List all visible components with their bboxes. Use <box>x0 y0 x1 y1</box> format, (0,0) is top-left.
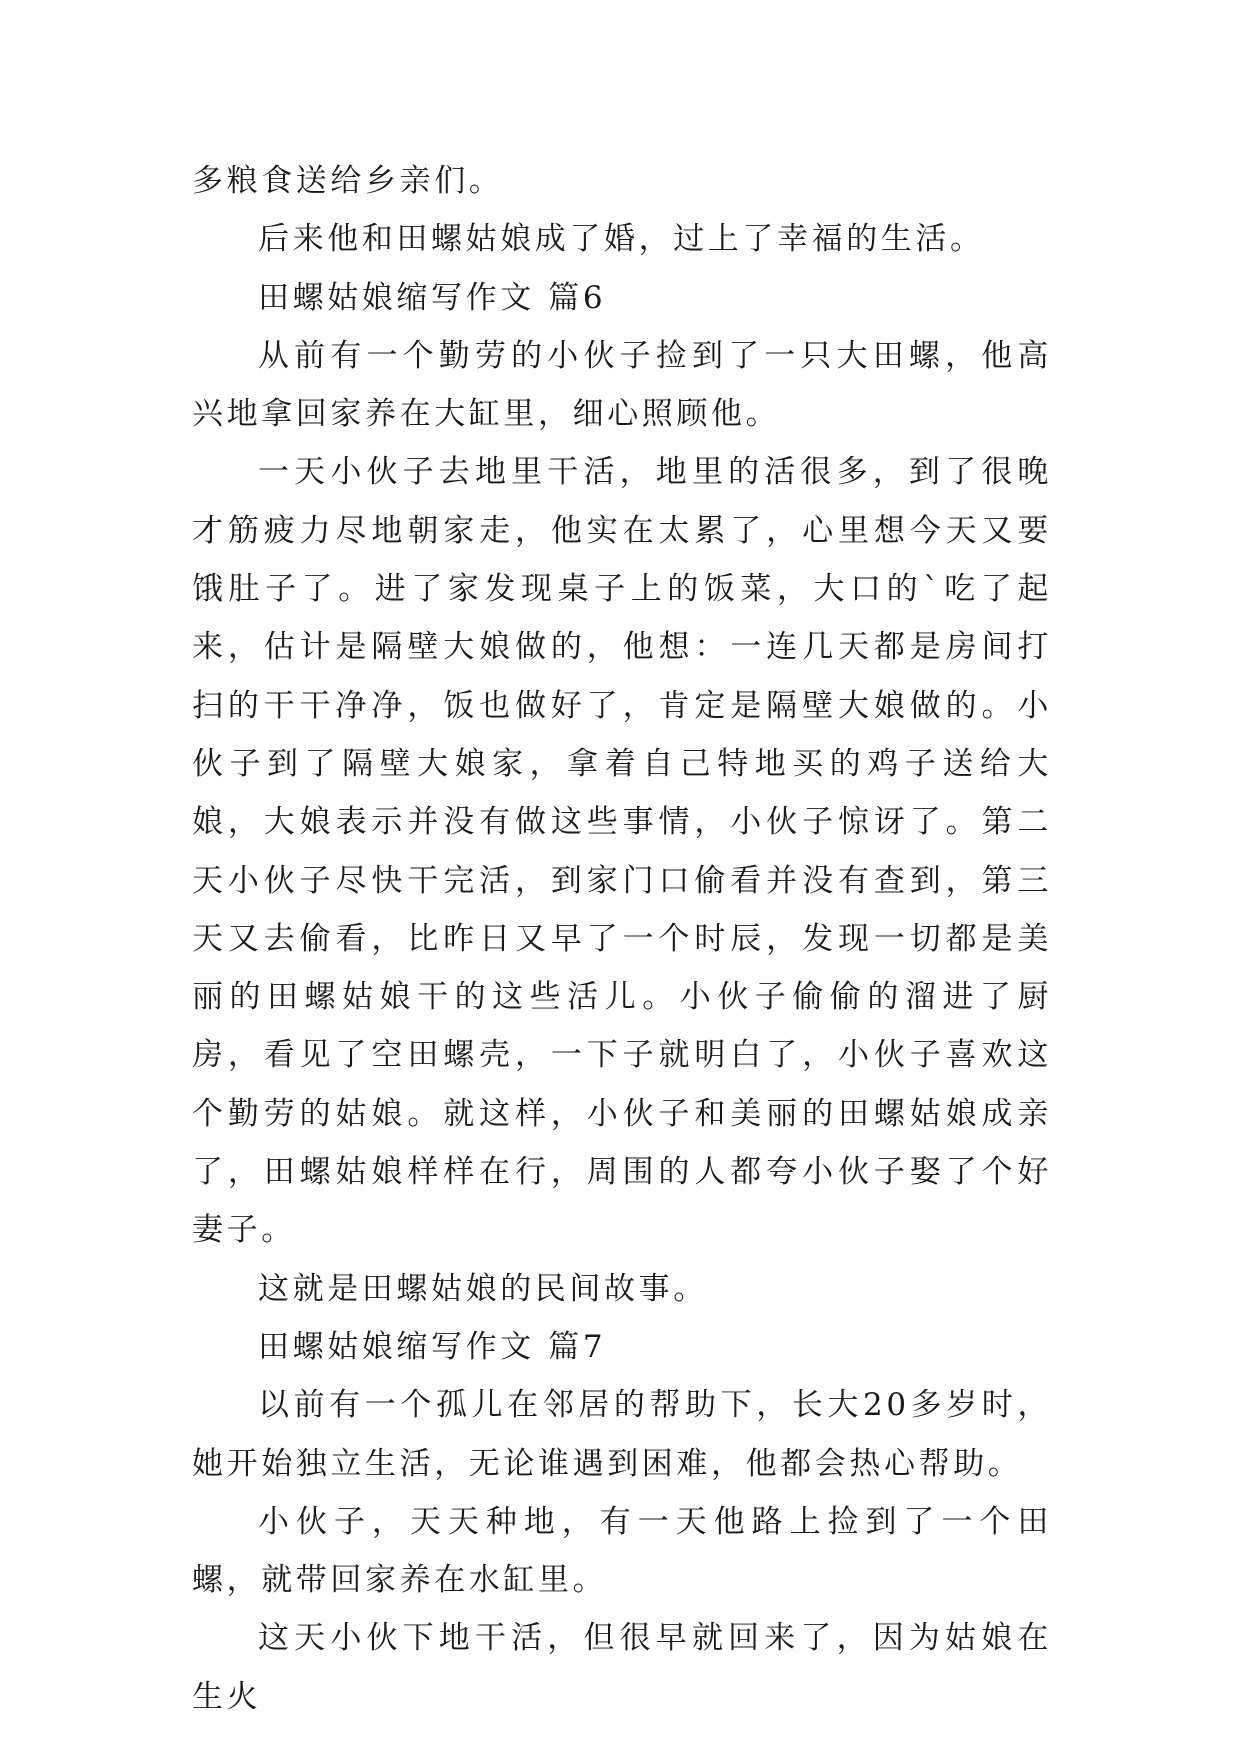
paragraph-story-6: 一天小伙子去地里干活，地里的活很多，到了很晚才筋疲力尽地朝家走，他实在太累了，心里想今天又要饿肚子了。进了家发现桌子上的饭菜，大口的`吃了起来，估计是隔壁大娘做的，他想：一连几天都是房间打扫的干干净净，饭也做好了，肯定是隔壁大娘做的。小伙子到了隔壁大娘家，拿着自己特地买的鸡子送给大娘，大娘表示并没有做这些事情，小伙子惊讶了。第二天小伙子尽快干完活，到家门口偷看并没有查到，第三天又去偷看，比昨日又早了一个时辰，发现一切都是美丽的田螺姑娘干的这些活儿。小伙子偷偷的溜进了厨房，看见了空田螺壳，一下子就明白了，小伙子喜欢这个勤劳的姑娘。就这样，小伙子和美丽的田螺姑娘成亲了，田螺姑娘样样在行，周围的人都夸小伙子娶了个好妻子。 <box>192 454 1052 1249</box>
essay-heading-6: 田螺姑娘缩写作文 篇6 <box>258 279 607 316</box>
essay-heading-7: 田螺姑娘缩写作文 篇7 <box>258 1328 607 1365</box>
paragraph-intro-7: 以前有一个孤儿在邻居的帮助下，长大20多岁时，她开始独立生活，无论谁遇到困难，他都会热心帮助。 <box>192 1387 1052 1482</box>
paragraph-partial-7: 这天小伙下地干活，但很早就回来了，因为姑娘在生火 <box>192 1620 1052 1715</box>
document-body <box>192 152 1052 1726</box>
paragraph-conclusion-6: 这就是田螺姑娘的民间故事。 <box>258 1270 708 1307</box>
paragraph-intro-6: 从前有一个勤劳的小伙子捡到了一只大田螺，他高兴地拿回家养在大缸里，细心照顾他。 <box>192 337 1052 433</box>
paragraph-snail-7: 小伙子，天天种地，有一天他路上捡到了一个田螺，就带回家养在水缸里。 <box>192 1503 1052 1599</box>
paragraph-marriage: 后来他和田螺姑娘成了婚，过上了幸福的生活。 <box>258 221 985 258</box>
paragraph-continuation: 多粮食送给乡亲们。 <box>192 163 504 199</box>
